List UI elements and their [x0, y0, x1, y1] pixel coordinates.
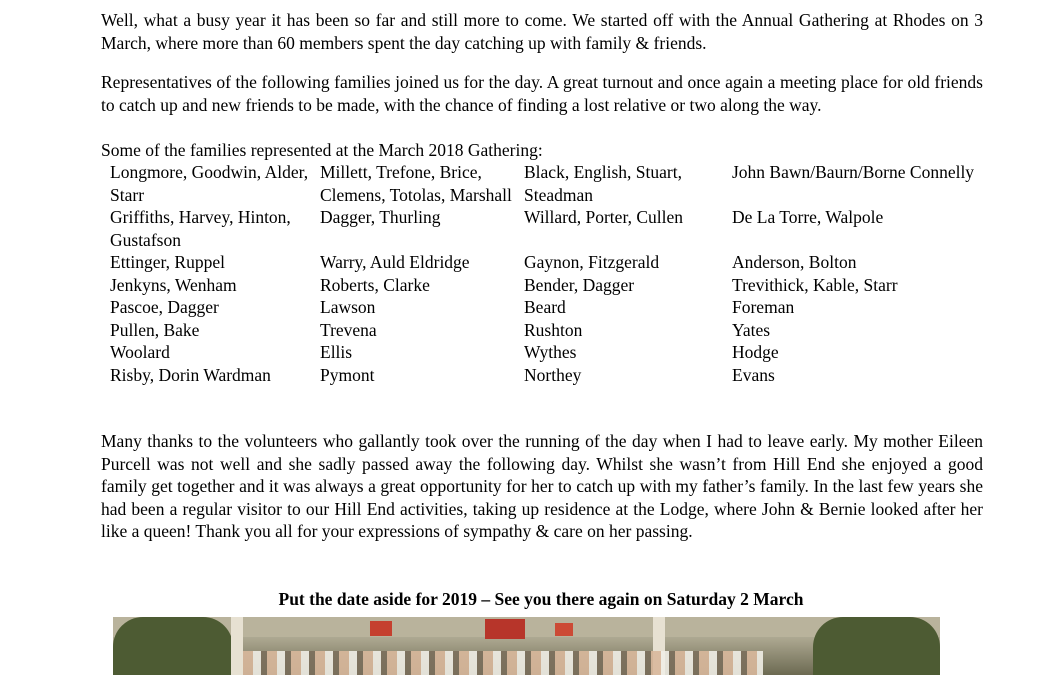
photo-post — [231, 617, 243, 675]
family-cell: Bender, Dagger — [524, 274, 635, 295]
family-row — [101, 319, 1012, 342]
photo-red-sign — [555, 623, 573, 636]
family-cell: Lawson — [320, 297, 376, 317]
family-cell: Yates — [732, 319, 771, 340]
family-cell: Evans — [732, 364, 775, 385]
family-cell: Wythes — [524, 342, 577, 362]
families-heading: Some of the families represented at the March 2018 Gathering: — [101, 140, 543, 160]
photo-crowd — [243, 651, 763, 675]
family-cell: Anderson, Bolton — [732, 252, 857, 272]
family-cell: Trevithick, Kable, Starr — [732, 274, 898, 295]
family-cell: Longmore, Goodwin, Alder, Starr — [110, 162, 309, 205]
photo-red-sign — [370, 621, 392, 636]
family-cell: Dagger, Thurling — [320, 207, 441, 227]
family-cell: Risby, Dorin Wardman — [110, 364, 271, 385]
thanks-paragraph: Many thanks to the volunteers who gallantly took over the running of the day when I had to leave early. My mother Eileen Purcell was not well and she sadly passed away the following day. Whilst she wasn’t from Hill End she enjoyed a good family get together and it was always a great opportunity for her to catch up with my father’s family. In the last few years she had been a regular visitor to our Hill End activities, taking up residence at the Lodge, where John & Bernie looked after her like a queen! Thank you all for your expressions of sympathy & care on her passing. — [101, 431, 983, 541]
family-cell: Pullen, Bake — [110, 319, 200, 340]
family-cell: Foreman — [732, 297, 795, 317]
family-row — [101, 206, 1012, 251]
family-row — [101, 161, 1012, 206]
family-cell: Pascoe, Dagger — [110, 297, 219, 317]
intro-paragraph: Well, what a busy year it has been so far and still more to come. We started off with the Annual Gathering at Rhodes on 3 March, where more than 60 members spent the day catching up with family & friends. — [101, 10, 983, 53]
family-cell: Rushton — [524, 319, 583, 340]
family-row — [101, 251, 1012, 274]
families-table — [101, 161, 1012, 386]
family-cell: Willard, Porter, Cullen — [524, 207, 683, 227]
family-cell: Northey — [524, 364, 582, 385]
save-the-date-heading: Put the date aside for 2019 – See you there again on Saturday 2 March — [278, 589, 804, 609]
family-cell: Hodge — [732, 342, 779, 362]
family-cell: Griffiths, Harvey, Hinton, Gustafson — [110, 207, 291, 250]
family-cell: Roberts, Clarke — [320, 274, 430, 295]
photo-foliage-right — [813, 617, 940, 675]
family-cell: Pymont — [320, 364, 375, 385]
family-cell: Jenkyns, Wenham — [110, 274, 237, 295]
family-cell: Ettinger, Ruppel — [110, 252, 225, 272]
family-cell: Woolard — [110, 342, 170, 362]
family-cell: Black, English, Stuart, Steadman — [524, 162, 682, 205]
photo-red-sign — [485, 619, 525, 639]
group-photo — [113, 617, 940, 675]
family-cell: Gaynon, Fitzgerald — [524, 252, 660, 272]
family-row — [101, 341, 1012, 364]
representatives-paragraph: Representatives of the following families joined us for the day. A great turnout and once again a meeting place for old friends to catch up and new friends to be made, with the chance of finding a lost relative or two along the way. — [101, 72, 983, 115]
family-row — [101, 364, 1012, 387]
family-cell: Trevena — [320, 319, 377, 340]
family-cell: John Bawn/Baurn/Borne Connelly — [732, 162, 975, 182]
family-cell: Warry, Auld Eldridge — [320, 252, 470, 272]
family-row — [101, 296, 1012, 319]
family-cell: De La Torre, Walpole — [732, 207, 884, 227]
family-cell: Millett, Trefone, Brice, Clemens, Totolas, Marshall — [320, 162, 512, 205]
family-row — [101, 274, 1012, 297]
photo-foliage-left — [113, 617, 233, 675]
family-cell: Ellis — [320, 342, 353, 362]
family-cell: Beard — [524, 297, 566, 317]
